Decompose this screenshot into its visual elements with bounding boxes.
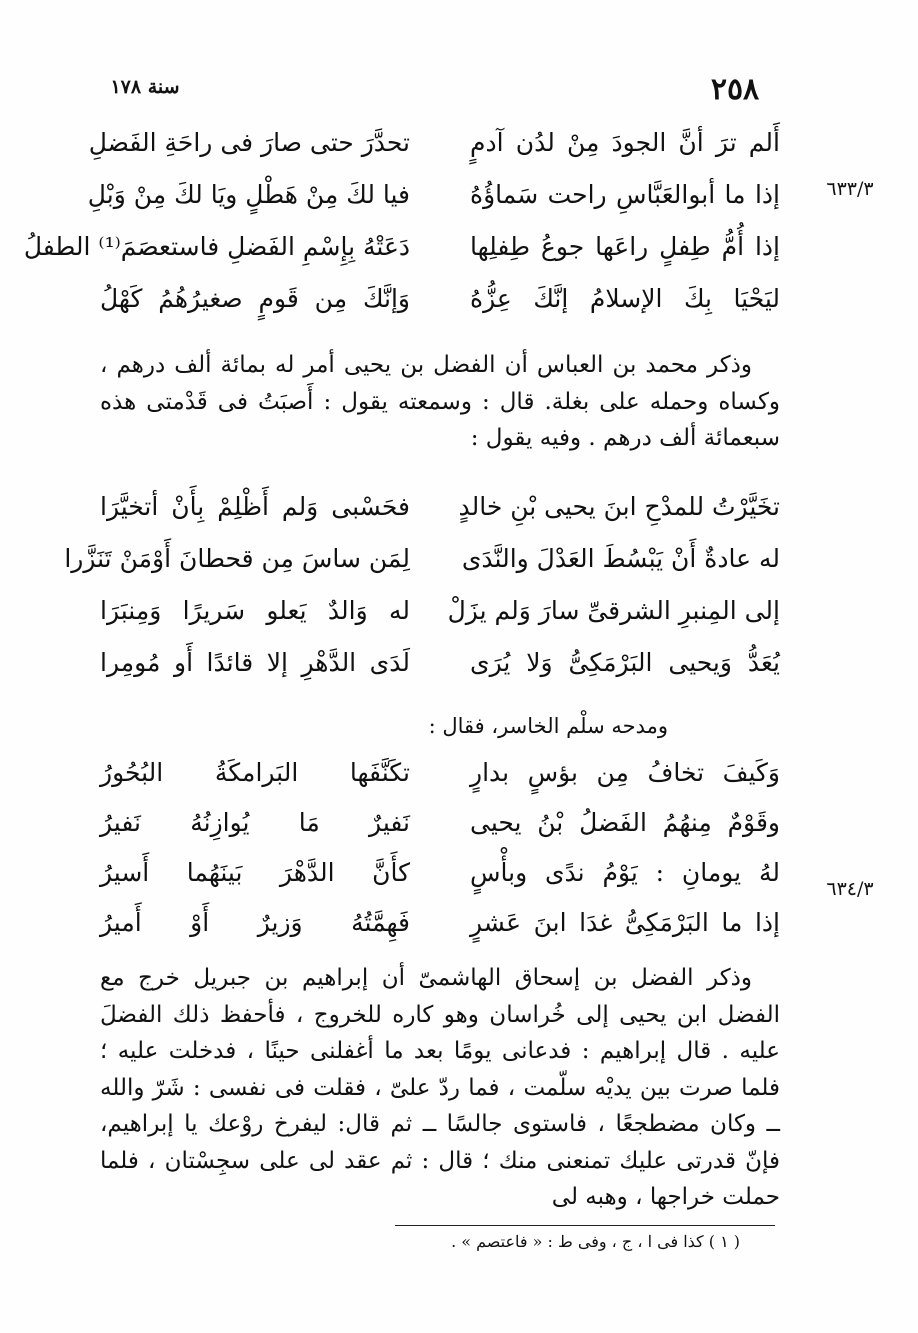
first-hemistich: إذا أُمُّ طِفلٍ راعَها جوعُ طِفلِها <box>470 232 780 261</box>
footnote-rule <box>395 1225 775 1226</box>
poem-block <box>100 758 780 968</box>
footnote: ( ١ ) كذا فى ا ، ج ، وفى ط : « فاعتصم » . <box>451 1232 740 1251</box>
verse-line <box>100 492 780 532</box>
second-hemistich: كأَنَّ الدَّهْرَ بَينَهُما أَسيرُ <box>100 858 410 887</box>
second-hemistich: نَفيرٌ مَا يُوازِنُهُ نَفيرُ <box>100 808 410 837</box>
prose-paragraph <box>100 347 780 457</box>
second-hemistich: فَهِمَّتُهُ وَزيرٌ أَوْ أَميرُ <box>100 908 410 937</box>
verse-line <box>87 180 780 220</box>
verse-line <box>100 758 780 798</box>
second-hemistich: فيا لكَ مِنْ هَطْلٍ ويَا لكَ مِنْ وَبْلِ <box>87 180 410 209</box>
first-hemistich: إذا ما البَرْمَكِىُّ غدَا ابنَ عَشرٍ <box>470 908 780 937</box>
first-hemistich: وقَوْمٌ مِنهُمُ الفَضلُ بْنُ يحيى <box>470 808 780 837</box>
first-hemistich: إذا ما أبوالعَبَّاسِ راحت سَماؤُهُ <box>470 180 780 209</box>
prose-paragraph <box>100 960 780 1216</box>
verse-line <box>88 128 780 168</box>
verse-line <box>100 808 780 848</box>
second-hemistich: تكَنَّفَها البَرامكَةُ البُحُورُ <box>100 758 410 787</box>
paragraph-text: وذكر محمد بن العباس أن الفضل بن يحيى أمر له بمائة ألف درهم ، وكساه وحمله على بغلة. قال : وسمعته يقول : أَصبَتُ فى قَدْمتى هذه سبعمائة ألف درهم . وفيه يقول : <box>100 352 780 451</box>
verse-line <box>100 858 780 898</box>
verse-line <box>100 284 780 324</box>
verse-line <box>100 908 780 948</box>
first-hemistich: ليَحْيَا بِكَ الإسلامُ إنَّكَ عِزُّهُ <box>470 284 780 313</box>
page-number: ٢٥٨ <box>710 72 760 107</box>
poem-block <box>23 128 780 348</box>
verse-line <box>100 596 780 636</box>
verse-line <box>64 544 780 584</box>
second-hemistich: لَدَى الدَّهْرِ إلا قائدًا أَو مُومِرا <box>100 648 410 677</box>
first-hemistich: أَلم ترَ أنَّ الجودَ مِنْ لدُن آدمٍ <box>470 128 780 157</box>
first-hemistich: لهُ يومانِ : يَوْمُ ندًى وبأْسٍ <box>470 858 780 887</box>
margin-reference: ٦٣٤/٣ <box>826 878 874 900</box>
first-hemistich: يُعَدُّ وَيحيى البَرْمَكِىُّ وَلا يُرَى <box>470 648 780 677</box>
second-hemistich: فحَسْبى وَلم أَظْلِمْ بِأَنْ أتخيَّرَا <box>100 492 410 521</box>
second-hemistich: تحدَّرَ حتى صارَ فى راحَةِ الفَضلِ <box>88 128 410 157</box>
margin-reference: ٦٣٣/٣ <box>826 178 874 200</box>
second-hemistich: دَعَتْهُ بِإِسْمِ الفَضلِ فاستعصَمَ⁽¹⁾ الطفلُ <box>23 232 410 261</box>
first-hemistich: له عادةٌ أَنْ يَبْسُطَ العَدْلَ والنَّدَى <box>461 544 780 573</box>
first-hemistich: تخَيَّرْتُ للمدْحِ ابنَ يحيى بْنِ خالدٍ <box>458 492 780 521</box>
verse-line <box>23 232 780 272</box>
first-hemistich: وَكَيفَ تخافُ مِن بؤسٍ بدارٍ <box>470 758 780 787</box>
poem-intro: ومدحه سلْم الخاسر، فقال : <box>428 714 668 738</box>
second-hemistich: له وَالدٌ يَعلو سَريرًا وَمِنبَرَا <box>100 596 410 625</box>
poem-block <box>64 492 780 712</box>
second-hemistich: وَإنَّكَ مِن قَومٍ صغيرُهُمُ كَهْلُ <box>100 284 410 313</box>
paragraph-text: وذكر الفضل بن إسحاق الهاشمىّ أن إبراهيم بن جبريل خرج مع الفضل ابن يحيى إلى خُراسان وهو كاره للخروج ، فأحفظ ذلك الفضلَ عليه . قال إبراهيم : فدعانى يومًا بعد ما أغفلنى حينًا ، فدخلت عليه ؛ فلما صرت بين يديْه سلّمت ، فما ردّ علىّ ، فقلت فى نفسى : شَرّ والله ــ وكان مضطجعًا ، فاستوى جالسًا ــ ثم قال: ليفرخ روْعك يا إبراهيم، فإنّ قدرتى عليك تمنعنى منك ؛ قال : ثم عقد لى على سجِسْتان ، فلما حملت خراجها ، وهبه لى <box>100 965 780 1210</box>
first-hemistich: إلى المِنبرِ الشرقىِّ سارَ وَلم يزَلْ <box>447 596 780 625</box>
verse-line <box>100 648 780 688</box>
second-hemistich: لِمَن ساسَ مِن قحطانَ أَوْمَنْ تَنَزَّرا <box>64 544 410 573</box>
running-header-year: سنة ١٧٨ <box>110 76 180 98</box>
